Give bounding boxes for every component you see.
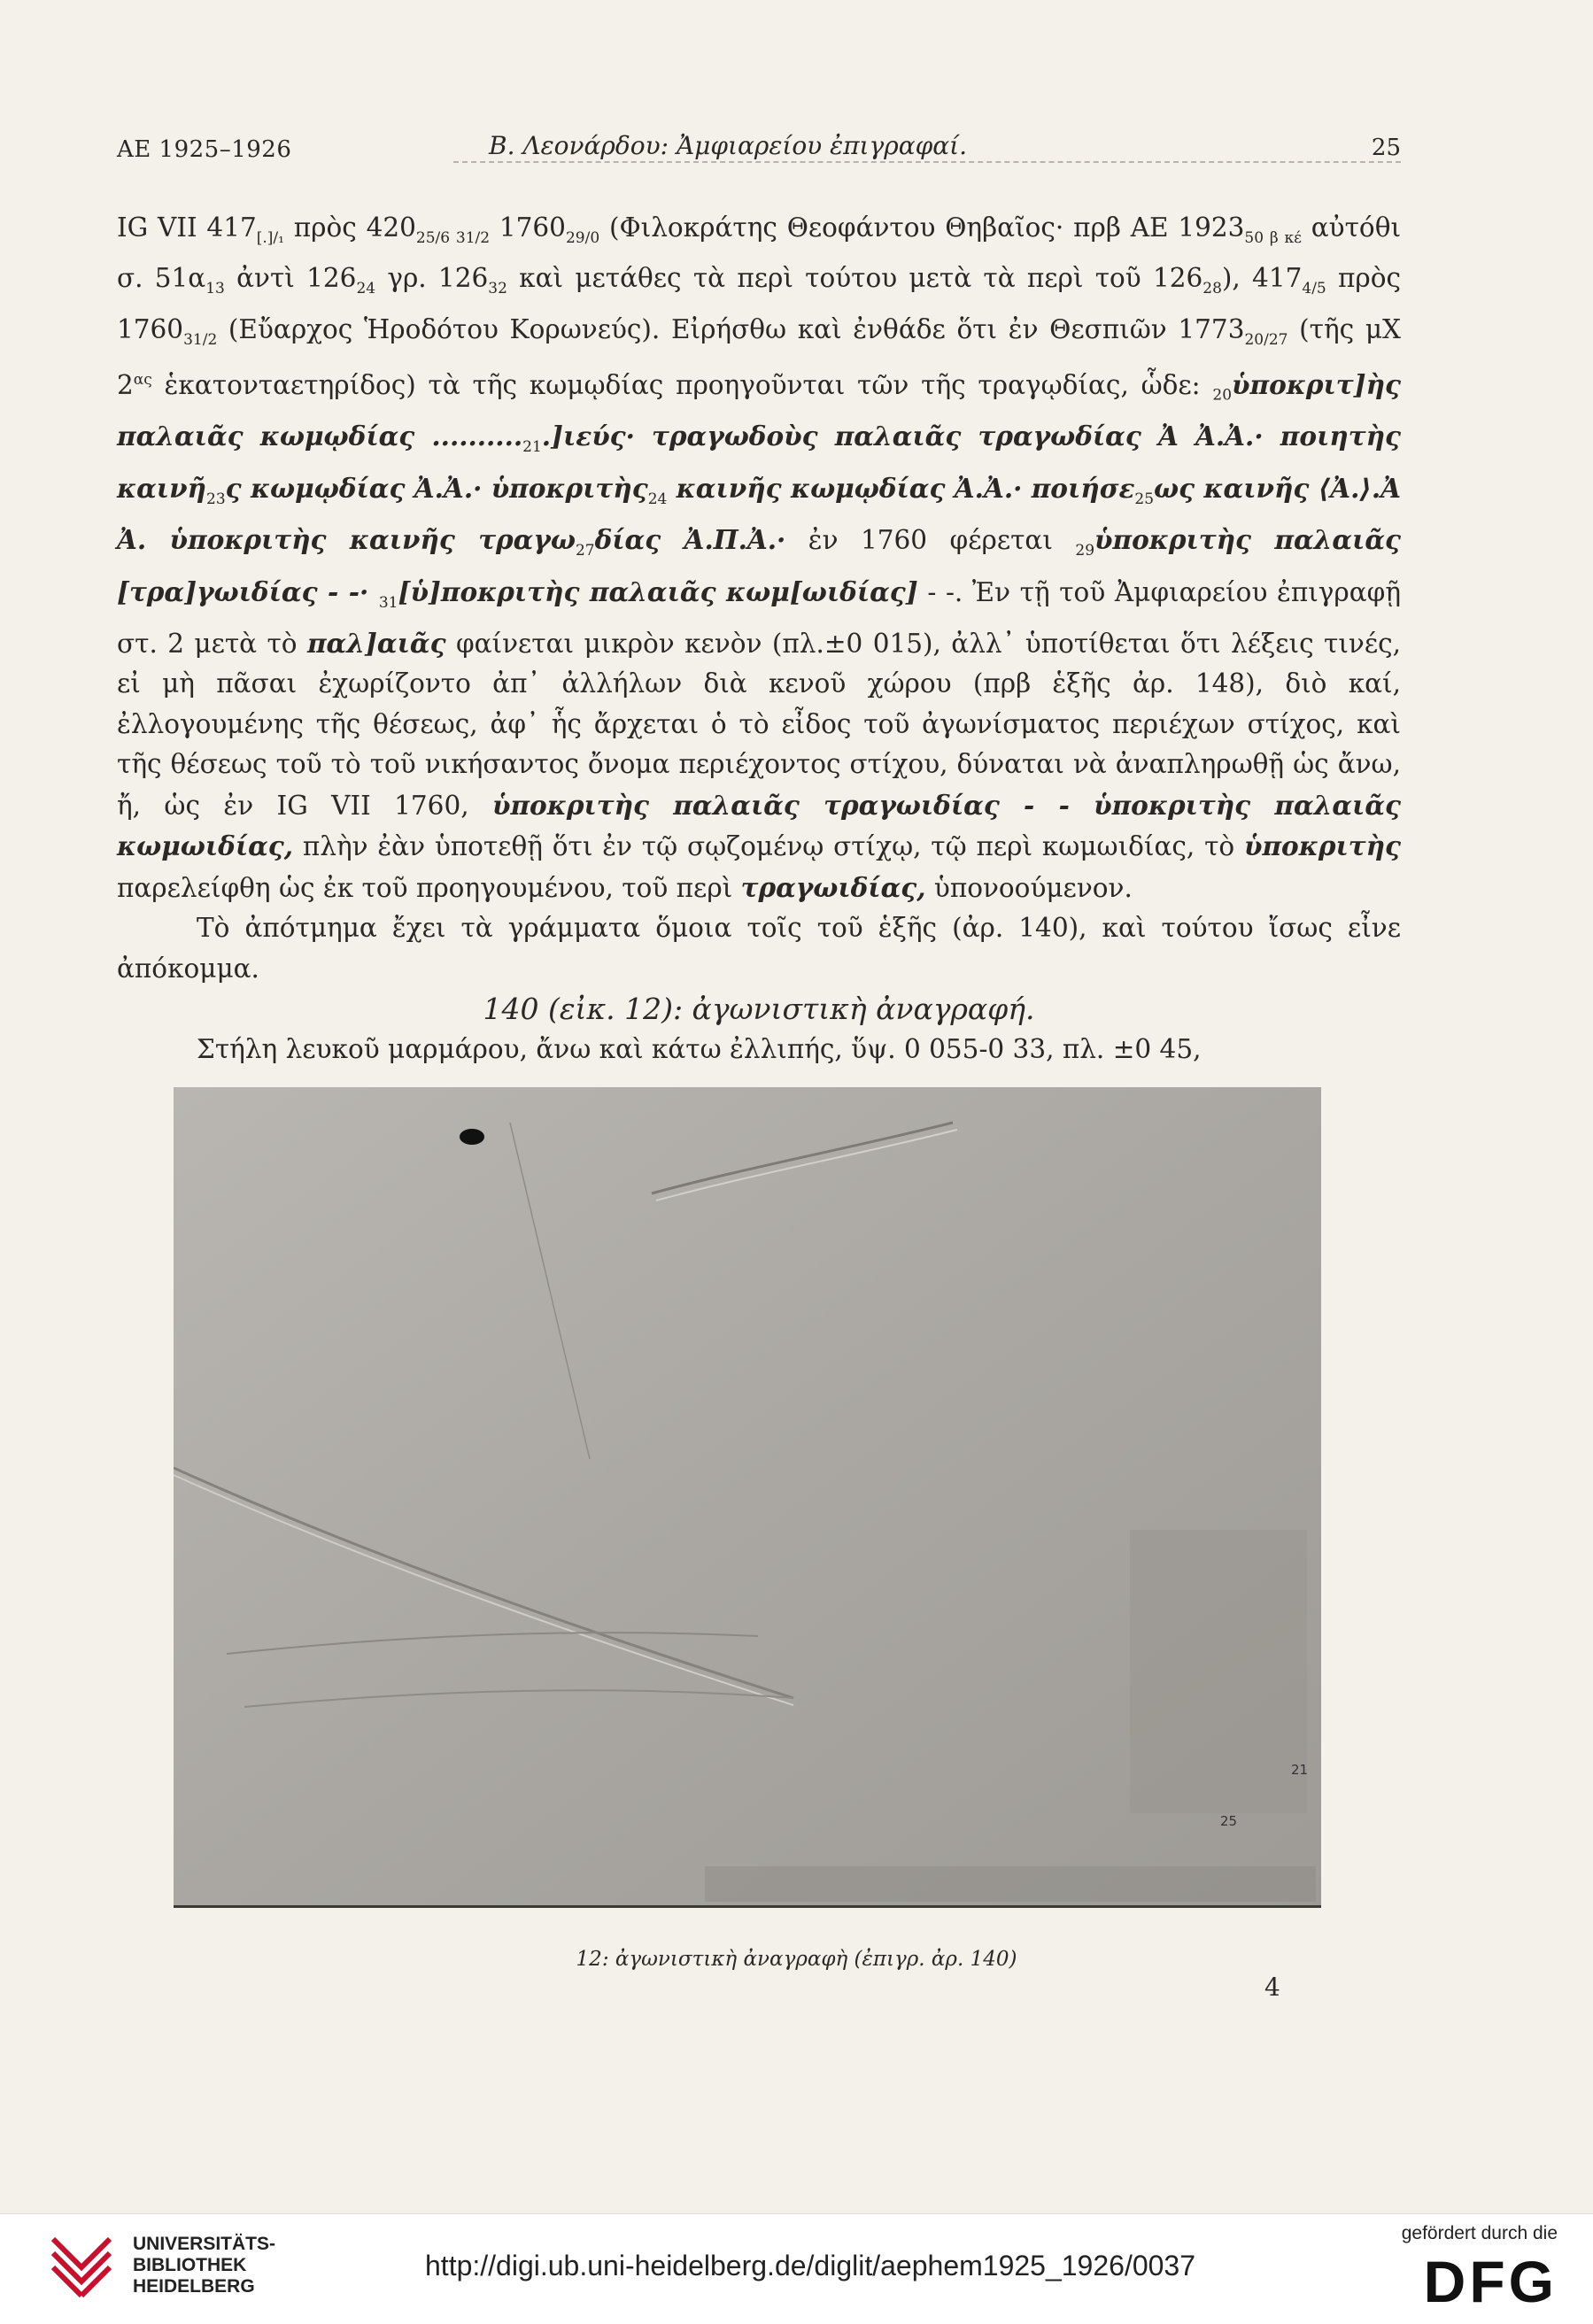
inscription-texture: [174, 1087, 1321, 1905]
funding-label: gefördert durch die: [1401, 2223, 1558, 2243]
body-text: [117, 208, 1401, 1069]
footer-bar: [0, 2213, 1593, 2324]
dfg-logo: DFG: [1423, 2249, 1558, 2314]
paragraph-3: Στήλη λευκοῦ μαρμάρου, ἄνω καὶ κάτω ἐλλιπής, ὕψ. 0 055-0 33, πλ. ±0 45,: [197, 1033, 1202, 1064]
header-rule: [453, 161, 1401, 163]
permalink[interactable]: http://digi.ub.uni-heidelberg.de/diglit/aephem1925_1926/0037: [425, 2250, 1196, 2282]
journal-year: ΑΕ 1925–1926: [117, 136, 292, 163]
paragraph-1: IG VII $417_{[.]/_1}$ πρὸς $420_{25/6 31/2}$ $1760_{29/0}$ (Φιλοκράτης Θεοφάντου Θηβαῖος· πρβ ΑΕ $1923_{50 \beta \kappa έ}$ αὐτόθι σ. $51\alpha_{13}$ ἀντὶ $126_{24}$ γρ. $126_{32}$ καὶ μετάθες τὰ περὶ τούτου μετὰ τὰ περὶ τοῦ $126_{28}$), $417_{4/5}$ πρὸς $1760_{31/2}$ (Εὔαρχος Ἡροδότου Κορωνεύς). Εἰρήσθω καὶ ἐνθάδε ὅτι ἐν Θεσπιῶν $1773_{20/27}$ (τῆς μΧ $2^{\alpha\varsigma}$ ἑκατονταετηρίδος) τὰ τῆς κωμῳδίας προηγοῦνται τῶν τῆς τραγῳδίας, ὧδε: $_{20}$ὑποκριτ]ὴς παλαιᾶς κωμῳδίας $.........._{21}.]\iota\varepsilon ύ\varsigma\cdot$ τραγωδοὺς παλαιᾶς τραγωδίας Ἀ Ἀ.Ἀ.· ποιητὴς καινῆ$_{23}$ς κωμῳδίας Ἀ.Ἀ.· ὑποκριτὴς$_{24}$ καινῆς κωμῳδίας Ἀ.Ἀ.· ποιήσε$_{25}$ως καινῆς ⟨Ἀ.⟩.Ἀ Ἀ. ὑποκριτὴς καινῆς τραγω$_{27}$δίας Ἀ.Π.Ἀ.· ἐν 1760 φέρεται $_{29}$ὑποκριτὴς παλαιᾶς [τρα]γωιδίας - -· $_{31}$[ὑ]ποκριτὴς παλαιᾶς κωμ[ωιδίας] - -. Ἐν τῇ τοῦ Ἀμφιαρείου ἐπιγραφῇ στ. 2 μετὰ τὸ παλ]αιᾶς φαίνεται μικρὸν κενὸν (πλ.±0 015), ἀλλ᾽ ὑποτίθεται ὅτι λέξεις τινές, εἰ μὴ πᾶσαι ἐχωρίζοντο ἀπ᾽ ἀλλήλων διὰ κενοῦ χώρου (πρβ ἑξῆς ἀρ. 148), διὸ καί, ἐλλογουμένης τῆς θέσεως, ἀφ᾽ ἧς ἄρχεται ὁ τὸ εἶδος τοῦ ἀγωνίσματος περιέχων στίχος, καὶ τῆς θέσεως τοῦ τὸ τοῦ νικήσαντος ὄνομα περιέχοντος στίχου, δύναται νὰ ἀναπληρωθῇ ὡς ἄνω, ἤ, ὡς ἐν IG VII 1760, ὑποκριτὴς παλαιᾶς τραγωιδίας - - ὑποκριτὴς παλαιᾶς κωμωιδίας, πλὴν ἐὰν ὑποτεθῇ ὅτι ἐν τῷ σῳζομένῳ στίχῳ, τῷ περὶ κωμωιδίας, τὸ ὑποκριτὴς παρελείφθη ὡς ἐκ τοῦ προηγουμένου, τοῦ περὶ τραγωιδίας, ὑπονοούμενον.: [117, 212, 1402, 903]
section-title: 140 (εἰκ. 12): ἀγωνιστικὴ ἀναγραφή.: [483, 992, 1035, 1027]
page-number: 25: [1371, 135, 1401, 161]
figure-caption: 12: ἀγωνιστικὴ ἀναγραφὴ (ἐπιγρ. ἀρ. 140): [576, 1948, 1017, 1971]
inscription-photo: [174, 1087, 1321, 1908]
university-library-logo-icon: [46, 2228, 117, 2299]
inscription-line-mark-21: 21: [1291, 1762, 1309, 1778]
inscription-line-mark-25: 25: [1220, 1813, 1238, 1829]
paragraph-2: Τὸ ἀπότμημα ἔχει τὰ γράμματα ὅμοια τοῖς τοῦ ἑξῆς (ἀρ. 140), καὶ τούτου ἴσως εἶνε ἀπόκομμα.: [117, 913, 1401, 984]
article-title: Β. Λεονάρδου: Ἀμφιαρείου ἐπιγραφαί.: [489, 131, 967, 160]
signature-mark: 4: [1264, 1973, 1280, 2002]
running-header: [117, 131, 1401, 166]
library-name: UNIVERSITÄTS- BIBLIOTHEK HEIDELBERG: [133, 2234, 276, 2297]
